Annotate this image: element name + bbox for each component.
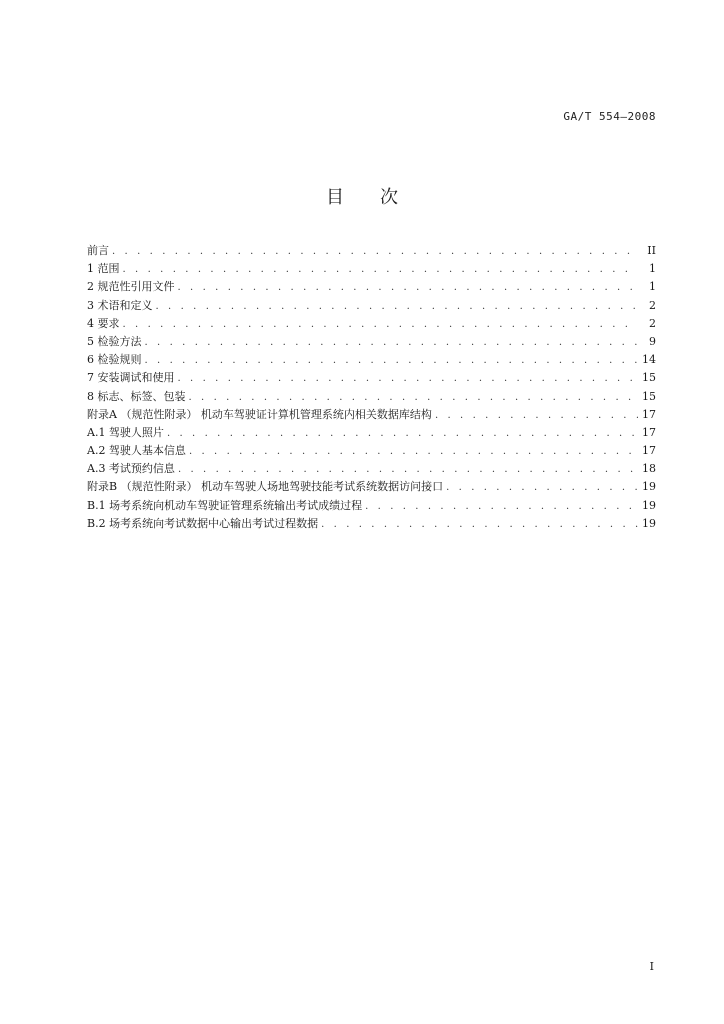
toc-entry-page: 14 bbox=[638, 351, 656, 369]
dot-leader bbox=[446, 479, 638, 497]
dot-leader bbox=[189, 389, 639, 407]
toc-entry-page: 1 bbox=[638, 260, 656, 278]
toc-entry-label: 3 术语和定义 bbox=[87, 297, 156, 315]
toc-entry-page: 15 bbox=[638, 388, 656, 406]
dot-leader bbox=[123, 261, 639, 279]
dot-leader bbox=[178, 279, 639, 297]
toc-entry-b2[interactable] bbox=[87, 515, 656, 533]
toc-entry-label: 2 规范性引用文件 bbox=[87, 278, 178, 296]
toc-entry-label: B.2 场考系统向考试数据中心输出考试过程数据 bbox=[87, 515, 321, 533]
toc-title: 目次 bbox=[326, 187, 434, 208]
dot-leader bbox=[321, 516, 638, 534]
dot-leader bbox=[123, 316, 639, 334]
toc-entry-label: 附录B （规范性附录） 机动车驾驶人场地驾驶技能考试系统数据访问接口 bbox=[87, 478, 446, 496]
dot-leader bbox=[189, 443, 638, 461]
toc-entry-label: 1 范围 bbox=[87, 260, 123, 278]
dot-leader bbox=[145, 352, 639, 370]
toc-entry-annex-a[interactable] bbox=[87, 406, 656, 424]
toc-entry-inspection-rules[interactable] bbox=[87, 351, 656, 369]
toc-entry-foreword[interactable] bbox=[87, 242, 656, 260]
toc-entry-label: A.3 考试预约信息 bbox=[87, 460, 178, 478]
toc-entry-scope[interactable] bbox=[87, 260, 656, 278]
toc-entry-label: 6 检验规则 bbox=[87, 351, 145, 369]
dot-leader bbox=[365, 498, 638, 516]
toc-entry-label: 8 标志、标签、包装 bbox=[87, 388, 189, 406]
document-code: GA/T 554—2008 bbox=[563, 110, 656, 123]
toc-entry-page: 1 bbox=[638, 278, 656, 296]
toc-entry-label: 附录A （规范性附录） 机动车驾驶证计算机管理系统内相关数据库结构 bbox=[87, 406, 435, 424]
toc-entry-normative-references[interactable] bbox=[87, 278, 656, 296]
toc-entry-label: 5 检验方法 bbox=[87, 333, 145, 351]
toc-entry-page: 9 bbox=[638, 333, 656, 351]
page-number: I bbox=[649, 960, 654, 973]
toc-entry-label: 7 安装调试和使用 bbox=[87, 369, 178, 387]
toc-entry-page: 18 bbox=[638, 460, 656, 478]
toc-entry-page: 17 bbox=[638, 406, 656, 424]
toc-list bbox=[87, 242, 656, 533]
toc-entry-marking-packaging[interactable] bbox=[87, 388, 656, 406]
toc-entry-a3[interactable] bbox=[87, 460, 656, 478]
dot-leader bbox=[167, 425, 638, 443]
toc-entry-page: 2 bbox=[638, 315, 656, 333]
toc-entry-annex-b[interactable] bbox=[87, 478, 656, 496]
dot-leader bbox=[145, 334, 639, 352]
dot-leader bbox=[178, 461, 638, 479]
toc-entry-label: 4 要求 bbox=[87, 315, 123, 333]
toc-entry-label: 前言 bbox=[87, 242, 112, 260]
toc-entry-label: A.2 驾驶人基本信息 bbox=[87, 442, 189, 460]
dot-leader bbox=[112, 243, 638, 261]
toc-entry-installation-use[interactable] bbox=[87, 369, 656, 387]
toc-entry-terms-definitions[interactable] bbox=[87, 297, 656, 315]
toc-entry-label: B.1 场考系统向机动车驾驶证管理系统输出考试成绩过程 bbox=[87, 497, 365, 515]
toc-entry-page: 19 bbox=[638, 497, 656, 515]
toc-entry-page: 2 bbox=[638, 297, 656, 315]
toc-entry-test-methods[interactable] bbox=[87, 333, 656, 351]
toc-entry-a1[interactable] bbox=[87, 424, 656, 442]
dot-leader bbox=[435, 407, 638, 425]
toc-entry-label: A.1 驾驶人照片 bbox=[87, 424, 167, 442]
toc-entry-page: 17 bbox=[638, 424, 656, 442]
toc-entry-a2[interactable] bbox=[87, 442, 656, 460]
dot-leader bbox=[156, 298, 639, 316]
toc-entry-page: II bbox=[638, 242, 656, 260]
dot-leader bbox=[178, 370, 639, 388]
toc-entry-page: 19 bbox=[638, 515, 656, 533]
toc-entry-b1[interactable] bbox=[87, 497, 656, 515]
toc-entry-page: 17 bbox=[638, 442, 656, 460]
toc-entry-page: 15 bbox=[638, 369, 656, 387]
toc-entry-page: 19 bbox=[638, 478, 656, 496]
toc-entry-requirements[interactable] bbox=[87, 315, 656, 333]
